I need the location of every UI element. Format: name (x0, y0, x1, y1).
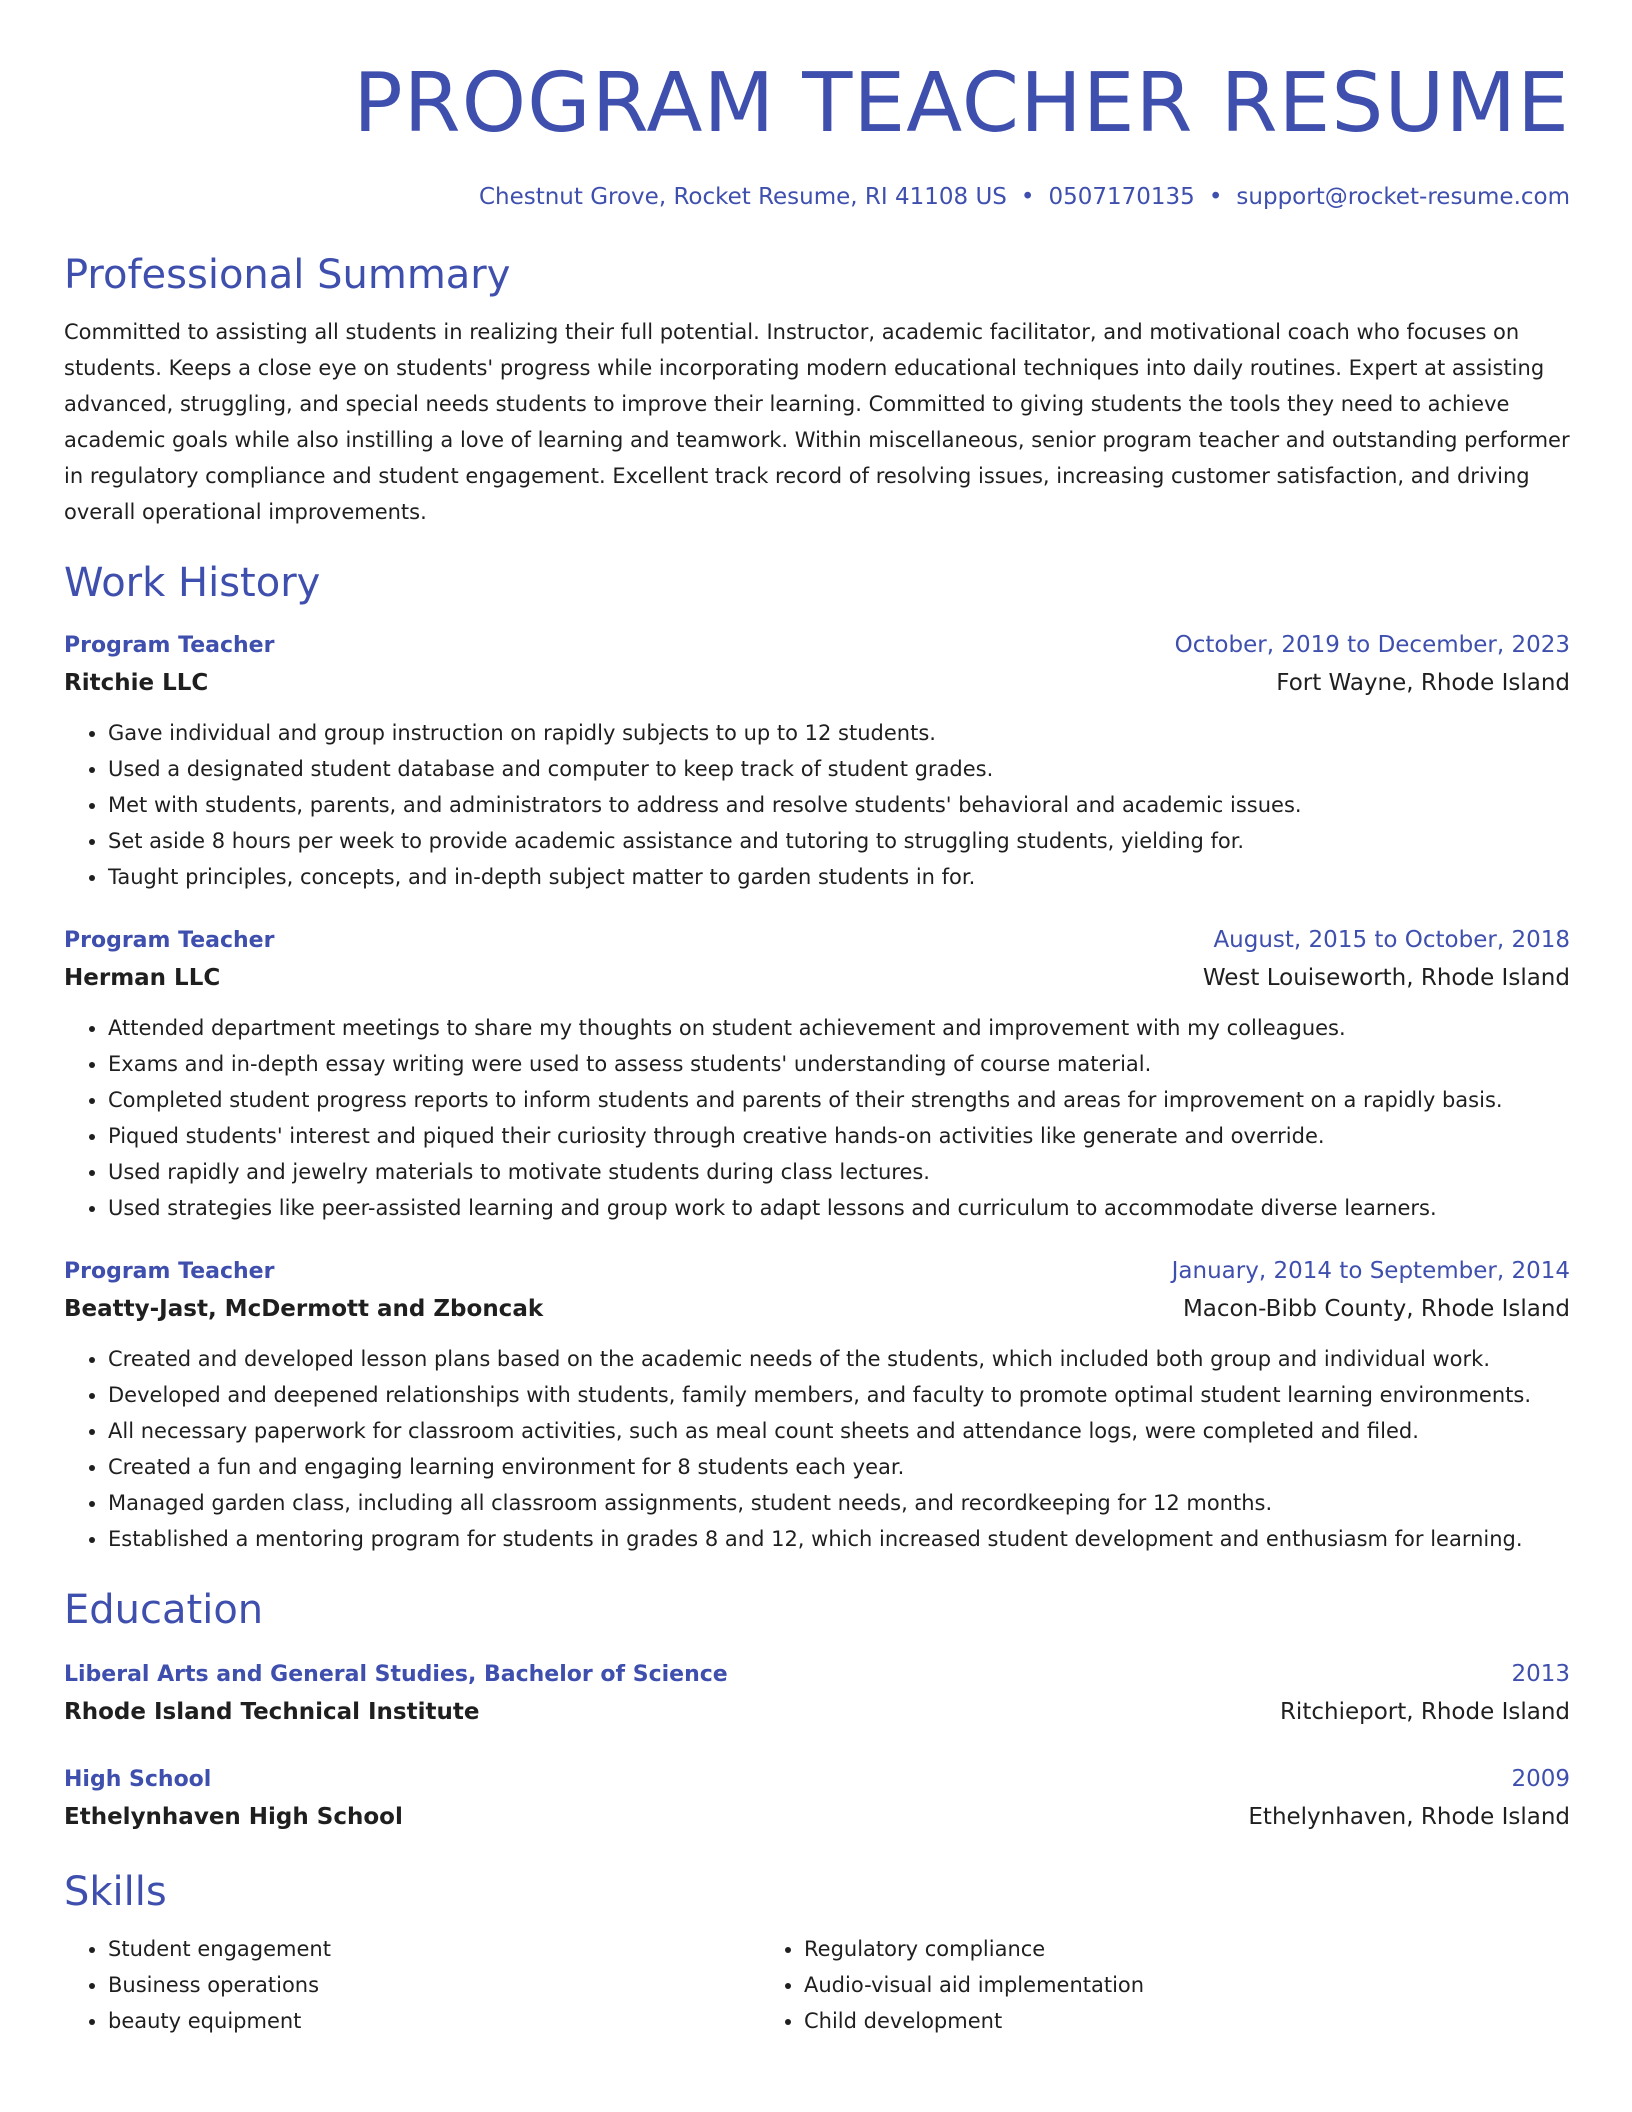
job-entry (64, 1254, 1570, 1557)
job-location: Fort Wayne, Rhode Island (1276, 670, 1570, 696)
contact-separator: • (1208, 184, 1223, 210)
education-year: 2013 (1511, 1661, 1570, 1687)
job-bullet: • Used rapidly and jewelry materials to motivate students during class lectures. (108, 1154, 1570, 1190)
contact-separator: • (1020, 184, 1035, 210)
education-degree: High School (64, 1767, 212, 1792)
resume-header (64, 56, 1570, 214)
job-bullet: • Managed garden class, including all classroom assignments, student needs, and recordkeeping for 12 months. (108, 1485, 1570, 1521)
contact-phone: 0507170135 (1048, 184, 1195, 210)
contact-address: Chestnut Grove, Rocket Resume, RI 41108 US (478, 184, 1007, 210)
education-location: Ritchieport, Rhode Island (1279, 1699, 1570, 1725)
skills-heading: Skills (64, 1869, 167, 1915)
skill-item: • Regulatory compliance (804, 1931, 1456, 1967)
education-school: Rhode Island Technical Institute (64, 1699, 480, 1725)
skill-item: • beauty equipment (108, 2003, 760, 2039)
job-bullet: • Set aside 8 hours per week to provide academic assistance and tutoring to struggling students, yielding for. (108, 823, 1570, 859)
education-location: Ethelynhaven, Rhode Island (1248, 1804, 1570, 1830)
job-dates: October, 2019 to December, 2023 (1174, 632, 1570, 658)
skill-item: • Business operations (108, 1967, 760, 2003)
job-company: Herman LLC (64, 965, 221, 991)
job-dates: August, 2015 to October, 2018 (1213, 927, 1570, 953)
job-entry (64, 628, 1570, 895)
summary-heading: Professional Summary (64, 252, 511, 298)
job-dates: January, 2014 to September, 2014 (1171, 1258, 1570, 1284)
job-bullet: • Established a mentoring program for students in grades 8 and 12, which increased student development and enthusiasm for learning. (108, 1521, 1570, 1557)
job-bullet: • Developed and deepened relationships with students, family members, and faculty to promote optimal student learning environments. (108, 1377, 1570, 1413)
job-location: West Louiseworth, Rhode Island (1202, 965, 1570, 991)
job-entry (64, 923, 1570, 1226)
job-role: Program Teacher (64, 633, 275, 658)
job-bullet: • Completed student progress reports to inform students and parents of their strengths and areas for improvement on a rapidly basis. (108, 1082, 1570, 1118)
job-bullet: • Met with students, parents, and administrators to address and resolve students' behavioral and academic issues. (108, 787, 1570, 823)
work-history-heading: Work History (64, 560, 321, 606)
education-heading: Education (64, 1587, 264, 1633)
job-bullet: • Used a designated student database and computer to keep track of student grades. (108, 751, 1570, 787)
job-bullet: • Used strategies like peer-assisted learning and group work to adapt lessons and curriculum to accommodate diverse learners. (108, 1190, 1570, 1226)
skill-item: • Audio-visual aid implementation (804, 1967, 1456, 2003)
job-bullet: • Created a fun and engaging learning environment for 8 students each year. (108, 1449, 1570, 1485)
job-role: Program Teacher (64, 928, 275, 953)
contact-email[interactable]: support@rocket-resume.com (1236, 184, 1570, 210)
job-location: Macon-Bibb County, Rhode Island (1182, 1296, 1570, 1322)
job-bullets (64, 1341, 1570, 1557)
education-entry (64, 1762, 1570, 1837)
resume-title: PROGRAM TEACHER RESUME (353, 56, 1570, 151)
skills-column-left (64, 1931, 760, 2039)
summary-text: Committed to assisting all students in realizing their full potential. Instructor, academic facilitator, and motivational coach who focuses on students. Keeps a close eye on students' progress while incorporating modern educational techniques into daily routines. Expert at assisting advanced, struggling, and special needs students to improve their learning. Committed to giving students the tools they need to achieve academic goals while also instilling a love of learning and teamwork. Within miscellaneous, senior program teacher and outstanding performer in regulatory compliance and student engagement. Excellent track record of resolving issues, increasing customer satisfaction, and driving overall operational improvements. (64, 320, 1570, 524)
job-bullet: • Piqued students' interest and piqued their curiosity through creative hands-on activities like generate and override. (108, 1118, 1570, 1154)
job-role: Program Teacher (64, 1259, 275, 1284)
job-bullet: • Created and developed lesson plans based on the academic needs of the students, which included both group and individual work. (108, 1341, 1570, 1377)
job-company: Ritchie LLC (64, 670, 209, 696)
education-school: Ethelynhaven High School (64, 1804, 403, 1830)
skills-column-right (760, 1931, 1456, 2039)
job-company: Beatty-Jast, McDermott and Zboncak (64, 1296, 544, 1322)
contact-line (64, 180, 1570, 214)
skills-list (64, 1931, 1570, 2039)
job-bullet: • Attended department meetings to share my thoughts on student achievement and improvement with my colleagues. (108, 1010, 1570, 1046)
education-degree: Liberal Arts and General Studies, Bachelor of Science (64, 1662, 728, 1687)
job-bullets (64, 715, 1570, 895)
education-entry (64, 1657, 1570, 1732)
job-bullet: • All necessary paperwork for classroom activities, such as meal count sheets and attendance logs, were completed and filed. (108, 1413, 1570, 1449)
education-year: 2009 (1511, 1766, 1570, 1792)
skill-item: • Student engagement (108, 1931, 760, 1967)
job-bullet: • Exams and in-depth essay writing were used to assess students' understanding of course material. (108, 1046, 1570, 1082)
job-bullet: • Taught principles, concepts, and in-depth subject matter to garden students in for. (108, 859, 1570, 895)
job-bullet: • Gave individual and group instruction on rapidly subjects to up to 12 students. (108, 715, 1570, 751)
skill-item: • Child development (804, 2003, 1456, 2039)
job-bullets (64, 1010, 1570, 1226)
